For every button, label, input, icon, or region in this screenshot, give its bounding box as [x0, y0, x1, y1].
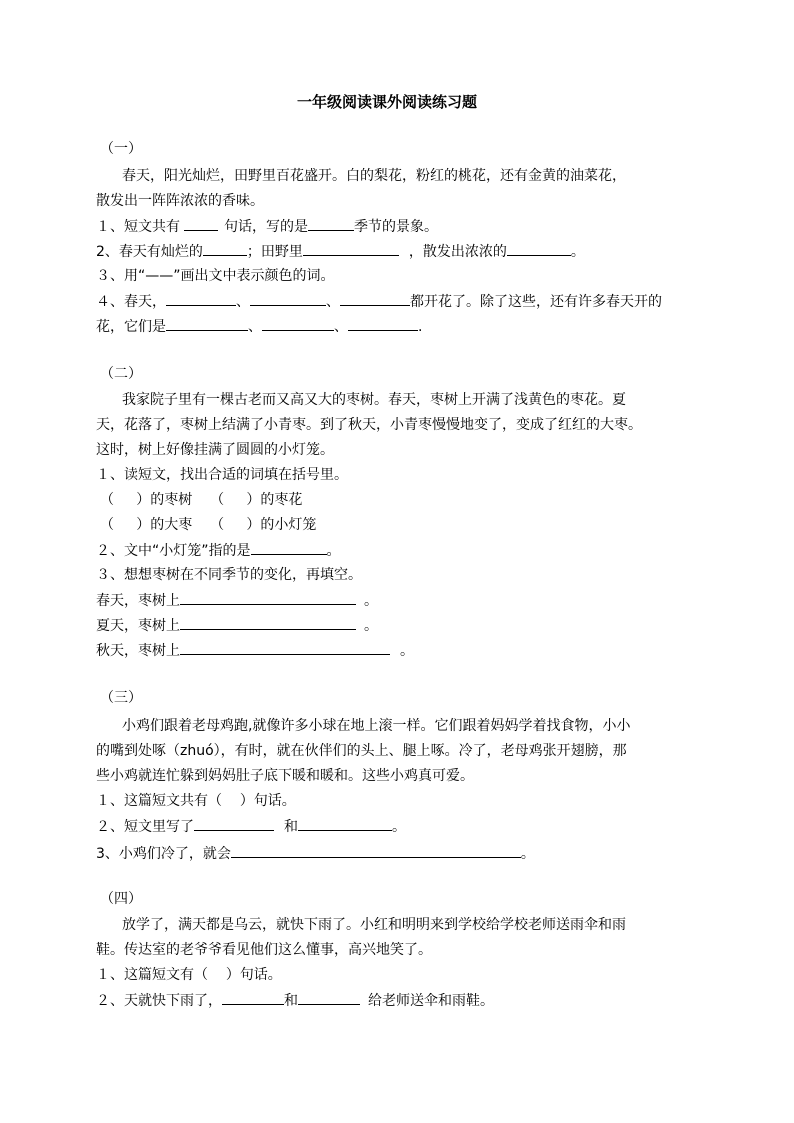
q-text: 2、春天有灿烂的 [96, 244, 203, 260]
q-text: 花，它们是 [96, 319, 166, 335]
section-4-question-1 [96, 965, 282, 985]
answer-blank[interactable] [180, 590, 356, 605]
answer-blank[interactable] [348, 316, 418, 331]
paren-answer-space[interactable] [224, 492, 246, 508]
section-1-question-1 [96, 216, 438, 237]
q-text: 和 [284, 819, 298, 835]
section-3-question-3 [96, 843, 535, 864]
q-text: 、 [248, 319, 262, 335]
section-4-para-line-1: 放学了，满天都是乌云，就快下雨了。小红和明明来到学校给学校老师送雨伞和雨 [122, 917, 626, 933]
answer-blank[interactable] [180, 615, 356, 630]
answer-blank[interactable] [166, 316, 248, 331]
q-text: ２、文中“小灯笼”指的是 [96, 543, 251, 559]
section-3-para-line-3: 些小鸡就连忙躲到妈妈肚子底下暖和暖和。这些小鸡真可爱。 [96, 768, 474, 784]
fill-label: ）的大枣 [136, 517, 193, 533]
section-1-question-4 [96, 291, 662, 312]
answer-blank[interactable] [166, 291, 236, 306]
section-1-para-line-1: 春天，阳光灿烂，田野里百花盛开。白的梨花，粉红的桃花，还有金黄的油菜花， [122, 168, 626, 184]
answer-blank[interactable] [298, 816, 392, 831]
answer-blank[interactable] [303, 241, 399, 256]
q-text: 都开花了。除了这些，还有许多春天开的 [410, 294, 662, 310]
q-text: 。 [520, 846, 535, 862]
q-text: １、这篇短文共有（ [96, 793, 222, 809]
answer-blank[interactable] [231, 843, 521, 858]
q-text: 。 [364, 618, 378, 634]
q-text: . [418, 319, 423, 335]
q-text: 。 [400, 643, 414, 659]
section-2-question-1: １、读短文，找出合适的词填在括号里。 [96, 467, 348, 483]
q-text: 和 [284, 993, 298, 1009]
q-text: ）句话。 [239, 793, 296, 809]
season-row-spring [96, 590, 378, 611]
section-2-question-3: ３、想想枣树在不同季节的变化，再填空。 [96, 567, 362, 583]
section-4-heading: （四） [100, 891, 142, 907]
paren-answer-space[interactable] [222, 793, 240, 809]
paren-open: （ [210, 517, 225, 533]
paren-open: （ [100, 492, 114, 508]
paren-answer-space[interactable] [208, 967, 226, 983]
q-text: 。 [570, 244, 585, 260]
answer-blank[interactable] [251, 540, 327, 555]
paren-answer-space[interactable] [114, 517, 136, 533]
q-text: 。 [326, 543, 341, 559]
season-label: 春天，枣树上 [96, 593, 180, 609]
q-text: １、这篇短文有（ [96, 967, 208, 983]
paren-answer-space[interactable] [224, 517, 246, 533]
answer-blank[interactable] [194, 816, 274, 831]
q-text: ）句话。 [225, 967, 282, 983]
q-text: ２、短文里写了 [96, 819, 194, 835]
answer-blank[interactable] [180, 640, 390, 655]
answer-blank[interactable] [203, 241, 247, 256]
q-text: ；田野里 [246, 244, 303, 260]
section-2-heading: （二） [100, 366, 142, 382]
q-text: ２、天就快下雨了， [96, 993, 222, 1009]
paren-open: （ [100, 517, 114, 533]
q-text: １、短文共有 [96, 219, 180, 235]
section-2-para-line-2: 天，花落了，枣树上结满了小青枣。到了秋天，小青枣慢慢地变了，变成了红红的大枣。 [96, 417, 642, 433]
section-2-para-line-1: 我家院子里有一棵古老而又高又大的枣树。春天，枣树上开满了浅黄色的枣花。夏 [122, 392, 626, 408]
season-row-summer [96, 615, 378, 636]
answer-blank[interactable] [184, 216, 218, 231]
q-text: 句话，写的是 [224, 219, 308, 235]
season-row-autumn [96, 640, 414, 661]
page-title: 一年级阅读课外阅读练习题 [297, 93, 478, 111]
section-4-question-2 [96, 990, 494, 1011]
fill-label: ）的枣树 [136, 492, 193, 508]
q-text: 、 [334, 319, 348, 335]
fill-row-2 [100, 515, 316, 535]
section-3-para-line-1: 小鸡们跟着老母鸡跑,就像许多小球在地上滚一样。它们跟着妈妈学着找食物，小小 [122, 718, 631, 734]
section-1-heading: （一） [100, 141, 142, 157]
q-text: 、 [236, 294, 250, 310]
fill-label: ）的小灯笼 [246, 517, 317, 533]
q-text: 季节的景象。 [354, 219, 438, 235]
q-text: 3、小鸡们冷了，就会 [96, 846, 231, 862]
season-label: 夏天，枣树上 [96, 618, 180, 634]
q-text: 。 [392, 819, 406, 835]
section-3-question-2 [96, 816, 406, 837]
paren-answer-space[interactable] [114, 492, 136, 508]
answer-blank[interactable] [262, 316, 334, 331]
fill-row-1 [100, 490, 302, 510]
section-1-question-4-cont [96, 316, 422, 337]
q-text: ４、春天， [96, 294, 166, 310]
answer-blank[interactable] [340, 291, 410, 306]
answer-blank[interactable] [308, 216, 354, 231]
answer-blank[interactable] [298, 990, 360, 1005]
section-1-question-3: ３、用“——”画出文中表示颜色的词。 [96, 268, 335, 284]
q-text: 、 [326, 294, 340, 310]
answer-blank[interactable] [222, 990, 284, 1005]
answer-blank[interactable] [507, 241, 571, 256]
section-4-para-line-2: 鞋。传达室的老爷爷看见他们这么懂事，高兴地笑了。 [96, 942, 432, 958]
section-1-para-line-2: 散发出一阵阵浓浓的香味。 [96, 193, 264, 209]
season-label: 秋天，枣树上 [96, 643, 180, 659]
section-3-para-line-2: 的嘴到处啄（zhuó），有时，就在伙伴们的头上、腿上啄。冷了，老母鸡张开翅膀，那 [96, 743, 627, 759]
q-text: 给老师送伞和雨鞋。 [368, 993, 494, 1009]
section-3-question-1 [96, 791, 296, 811]
q-text: 。 [364, 593, 378, 609]
paren-open: （ [210, 492, 225, 508]
section-3-heading: （三） [100, 690, 142, 706]
fill-label: ）的枣花 [246, 492, 303, 508]
section-2-question-2 [96, 540, 341, 561]
q-text: ，散发出浓浓的 [408, 244, 507, 260]
answer-blank[interactable] [250, 291, 326, 306]
section-2-para-line-3: 这时，树上好像挂满了圆圆的小灯笼。 [96, 442, 334, 458]
section-1-question-2 [96, 241, 585, 262]
